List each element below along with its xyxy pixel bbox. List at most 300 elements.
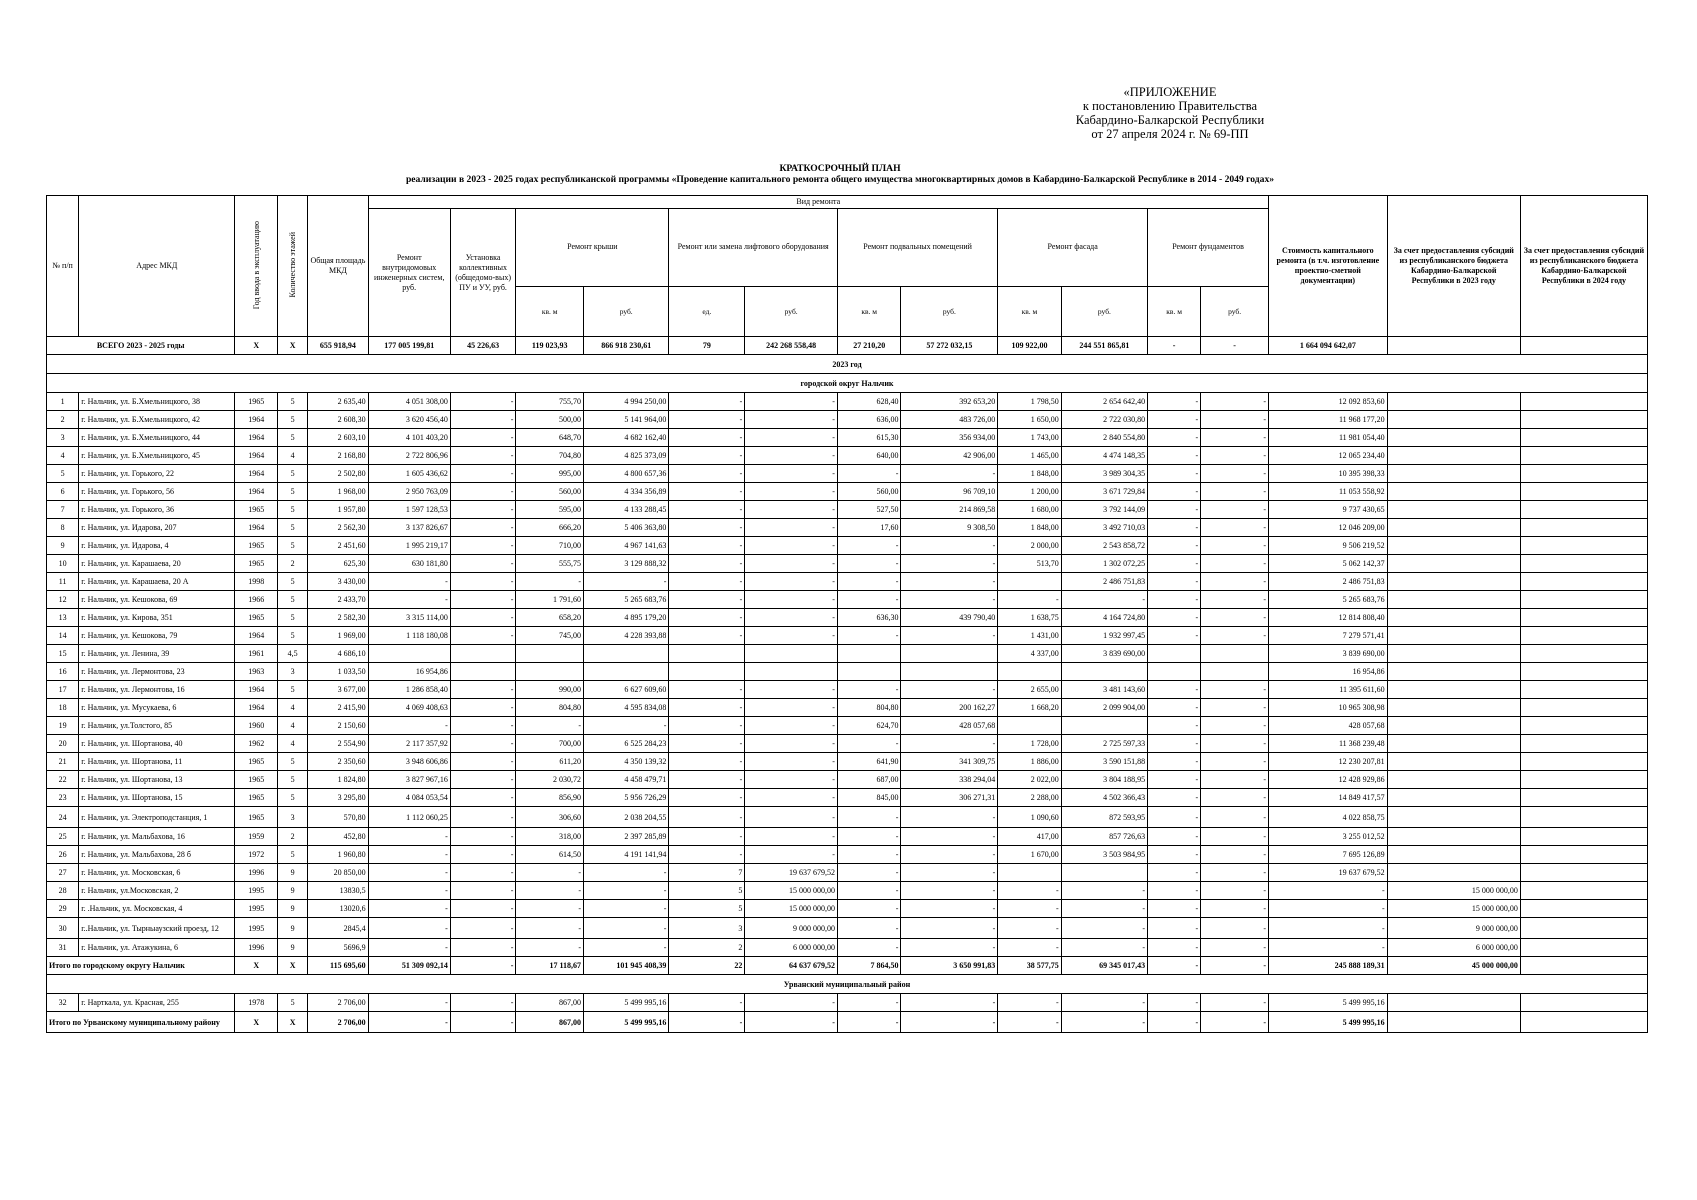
table-cell: - xyxy=(450,789,516,807)
table-cell: - xyxy=(745,789,838,807)
table-row xyxy=(47,411,1648,429)
table-cell: 4 xyxy=(278,447,308,465)
table-cell: г..Нальчик, ул. Тырныаузский проезд, 12 xyxy=(79,918,235,939)
table-cell: - xyxy=(450,501,516,519)
table-cell: - xyxy=(1148,807,1201,828)
table-cell: 867,00 xyxy=(516,994,584,1012)
table-cell: 4 337,00 xyxy=(998,645,1061,663)
table-cell: 2 722 030,80 xyxy=(1061,411,1147,429)
table-cell: - xyxy=(450,591,516,609)
table-cell: - xyxy=(450,900,516,918)
table-cell: 1 650,00 xyxy=(998,411,1061,429)
table-cell: 338 294,04 xyxy=(901,771,998,789)
table-cell: 5 xyxy=(278,627,308,645)
table-cell: 4 595 834,08 xyxy=(584,699,669,717)
table-cell: 2 543 858,72 xyxy=(1061,537,1147,555)
table-cell xyxy=(1520,789,1647,807)
table-cell: 2 635,40 xyxy=(308,393,368,411)
table-cell: 2 562,30 xyxy=(308,519,368,537)
table-cell: - xyxy=(368,882,450,900)
table-cell xyxy=(1387,663,1520,681)
table-cell: - xyxy=(368,591,450,609)
table-cell: - xyxy=(901,939,998,957)
table-cell: - xyxy=(1201,537,1269,555)
table-cell: - xyxy=(1148,846,1201,864)
table-cell: 439 790,40 xyxy=(901,609,998,627)
table-cell: 3 839 690,00 xyxy=(1061,645,1147,663)
table-cell: 2 451,60 xyxy=(308,537,368,555)
table-cell: г. Нальчик, ул. Б.Хмельницкого, 44 xyxy=(79,429,235,447)
table-cell: г. Нальчик, ул. Шортанова, 11 xyxy=(79,753,235,771)
table-cell: 11 368 239,48 xyxy=(1269,735,1388,753)
header-address: Адрес МКД xyxy=(79,196,235,337)
table-cell: 5 141 964,00 xyxy=(584,411,669,429)
table-cell: 755,70 xyxy=(516,393,584,411)
table-cell: 23 xyxy=(47,789,79,807)
table-cell: - xyxy=(1201,900,1269,918)
table-cell: - xyxy=(901,828,998,846)
table-cell: 5 xyxy=(278,994,308,1012)
table-cell: г. Нальчик, ул.Толстого, 85 xyxy=(79,717,235,735)
table-cell: - xyxy=(669,429,745,447)
total-cell xyxy=(1520,337,1647,355)
table-cell: - xyxy=(1201,828,1269,846)
table-cell: 1965 xyxy=(235,789,278,807)
table-cell: 7 695 126,89 xyxy=(1269,846,1388,864)
table-cell: 3 590 151,88 xyxy=(1061,753,1147,771)
table-cell: - xyxy=(837,864,900,882)
table-cell: 9 xyxy=(278,900,308,918)
table-cell xyxy=(1387,501,1520,519)
table-cell: 12 428 929,86 xyxy=(1269,771,1388,789)
table-cell: 1965 xyxy=(235,753,278,771)
table-cell: 2 xyxy=(47,411,79,429)
table-cell: 14 849 417,57 xyxy=(1269,789,1388,807)
table-cell xyxy=(1520,393,1647,411)
total-cell xyxy=(1520,957,1647,975)
table-cell: г. Нальчик, ул. Шортанова, 15 xyxy=(79,789,235,807)
table-cell: - xyxy=(1269,882,1388,900)
table-cell: - xyxy=(745,627,838,645)
total-cell: 45 000 000,00 xyxy=(1387,957,1520,975)
table-cell: 1964 xyxy=(235,447,278,465)
table-cell: - xyxy=(450,393,516,411)
table-cell: 4 xyxy=(47,447,79,465)
table-cell: 628,40 xyxy=(837,393,900,411)
table-cell: - xyxy=(1148,483,1201,501)
table-cell: 2 xyxy=(669,939,745,957)
table-cell: 20 850,00 xyxy=(308,864,368,882)
table-cell: - xyxy=(1148,717,1201,735)
table-cell: - xyxy=(745,537,838,555)
total-label: Итого по городскому округу Нальчик xyxy=(47,957,235,975)
table-cell: 5 xyxy=(278,591,308,609)
table-cell: 4 895 179,20 xyxy=(584,609,669,627)
table-cell: - xyxy=(1148,411,1201,429)
table-cell: - xyxy=(998,994,1061,1012)
total-row xyxy=(47,337,1648,355)
table-cell: - xyxy=(669,609,745,627)
table-cell: 306 271,31 xyxy=(901,789,998,807)
table-cell xyxy=(1520,555,1647,573)
total-label: Итого по Урванскому муниципальному району xyxy=(47,1012,235,1033)
table-cell: 1 848,00 xyxy=(998,465,1061,483)
table-cell: 1978 xyxy=(235,994,278,1012)
table-cell: 214 869,58 xyxy=(901,501,998,519)
table-cell: 3 948 606,86 xyxy=(368,753,450,771)
table-cell: г. .Нальчик, ул. Московская, 4 xyxy=(79,900,235,918)
table-cell xyxy=(998,663,1061,681)
table-cell: 4 458 479,71 xyxy=(584,771,669,789)
table-cell: 7 279 571,41 xyxy=(1269,627,1388,645)
table-cell: 6 000 000,00 xyxy=(745,939,838,957)
table-cell: - xyxy=(837,994,900,1012)
header-engineering: Ремонт внутридомовых инженерных систем, руб. xyxy=(368,209,450,337)
appendix-line-3: Кабардино-Балкарской Республики xyxy=(1075,113,1265,127)
table-cell: - xyxy=(669,681,745,699)
table-cell: 641,90 xyxy=(837,753,900,771)
table-cell: - xyxy=(1148,501,1201,519)
table-cell: - xyxy=(669,846,745,864)
table-row xyxy=(47,753,1648,771)
table-cell: 4 994 250,00 xyxy=(584,393,669,411)
table-cell: 1965 xyxy=(235,807,278,828)
table-cell: 5 xyxy=(278,573,308,591)
table-cell xyxy=(1520,864,1647,882)
table-cell: 5 xyxy=(47,465,79,483)
table-cell: 2 168,80 xyxy=(308,447,368,465)
table-cell: - xyxy=(745,573,838,591)
table-cell: 3 792 144,09 xyxy=(1061,501,1147,519)
table-row xyxy=(47,519,1648,537)
table-cell: - xyxy=(584,717,669,735)
table-cell: 22 xyxy=(47,771,79,789)
table-row xyxy=(47,918,1648,939)
table-cell: 856,90 xyxy=(516,789,584,807)
table-cell: 1995 xyxy=(235,882,278,900)
table-cell: 9 737 430,65 xyxy=(1269,501,1388,519)
table-cell: 2 022,00 xyxy=(998,771,1061,789)
table-cell: - xyxy=(516,717,584,735)
table-cell xyxy=(584,663,669,681)
table-cell xyxy=(1520,501,1647,519)
table-cell xyxy=(1387,555,1520,573)
table-cell: - xyxy=(901,846,998,864)
table-cell: - xyxy=(1201,519,1269,537)
table-row xyxy=(47,501,1648,519)
table-cell: 15 000 000,00 xyxy=(1387,900,1520,918)
table-cell xyxy=(837,645,900,663)
table-cell xyxy=(1387,411,1520,429)
table-cell: - xyxy=(1201,939,1269,957)
repair-plan-table xyxy=(46,195,1648,1033)
table-cell: 15 000 000,00 xyxy=(745,900,838,918)
table-row xyxy=(47,807,1648,828)
table-cell: - xyxy=(1148,699,1201,717)
header-subsidy-2023: За счет предоставления субсидий из республиканского бюджета Кабардино-Балкарской Республики в 2023 году xyxy=(1387,196,1520,337)
appendix-block xyxy=(1040,85,1300,141)
table-cell: 42 906,00 xyxy=(901,447,998,465)
table-cell: 4 022 858,75 xyxy=(1269,807,1388,828)
table-cell: - xyxy=(745,411,838,429)
table-cell xyxy=(1387,699,1520,717)
plan-title-line-1: КРАТКОСРОЧНЫЙ ПЛАН xyxy=(779,163,901,174)
table-cell: 857 726,63 xyxy=(1061,828,1147,846)
table-cell: 1965 xyxy=(235,609,278,627)
total-cell: X xyxy=(235,1012,278,1033)
header-floors xyxy=(278,196,308,337)
table-cell: 428 057,68 xyxy=(1269,717,1388,735)
table-cell: 15 000 000,00 xyxy=(1387,882,1520,900)
table-cell: - xyxy=(901,573,998,591)
table-row xyxy=(47,447,1648,465)
table-cell: 5 xyxy=(278,609,308,627)
table-cell: 513,70 xyxy=(998,555,1061,573)
table-cell: - xyxy=(669,771,745,789)
table-cell: - xyxy=(837,918,900,939)
table-cell: 995,00 xyxy=(516,465,584,483)
table-cell xyxy=(1387,573,1520,591)
table-cell: - xyxy=(516,573,584,591)
table-cell: 2 654 642,40 xyxy=(1061,393,1147,411)
table-cell xyxy=(1387,645,1520,663)
total-cell: 109 922,00 xyxy=(998,337,1061,355)
table-cell: - xyxy=(516,939,584,957)
table-cell: - xyxy=(837,900,900,918)
table-cell: - xyxy=(745,591,838,609)
total-row xyxy=(47,1012,1648,1033)
table-cell: 1965 xyxy=(235,771,278,789)
table-cell: 1 431,00 xyxy=(998,627,1061,645)
table-cell: - xyxy=(1201,501,1269,519)
table-cell: - xyxy=(669,807,745,828)
section-row xyxy=(47,355,1648,374)
table-cell: г. Нальчик, ул. Б.Хмельницкого, 42 xyxy=(79,411,235,429)
total-cell: - xyxy=(1061,1012,1147,1033)
table-cell: 4 686,10 xyxy=(308,645,368,663)
table-row xyxy=(47,846,1648,864)
table-cell xyxy=(1387,483,1520,501)
table-row xyxy=(47,573,1648,591)
table-cell: 318,00 xyxy=(516,828,584,846)
table-cell: 4 084 053,54 xyxy=(368,789,450,807)
table-cell: 12 046 209,00 xyxy=(1269,519,1388,537)
table-cell: - xyxy=(450,699,516,717)
table-cell: 9 308,50 xyxy=(901,519,998,537)
table-cell: г. Нальчик, ул. Горького, 56 xyxy=(79,483,235,501)
table-cell: 3 677,00 xyxy=(308,681,368,699)
table-row xyxy=(47,900,1648,918)
table-cell xyxy=(1387,681,1520,699)
table-cell: - xyxy=(998,882,1061,900)
table-cell: 9 000 000,00 xyxy=(745,918,838,939)
header-area: Общая площадь МКД xyxy=(308,196,368,337)
table-cell: 3 xyxy=(278,807,308,828)
appendix-line-4: от 27 апреля 2024 г. № 69-ПП xyxy=(1091,127,1249,141)
table-cell: 3 827 967,16 xyxy=(368,771,450,789)
total-cell: 57 272 032,15 xyxy=(901,337,998,355)
table-row xyxy=(47,864,1648,882)
header-facade: Ремонт фасада xyxy=(998,209,1148,287)
table-cell xyxy=(1387,994,1520,1012)
table-cell: г. Нальчик, ул. Идарова, 207 xyxy=(79,519,235,537)
table-cell: 3 671 729,84 xyxy=(1061,483,1147,501)
table-cell xyxy=(1061,864,1147,882)
table-cell: 1962 xyxy=(235,735,278,753)
table-cell: 11 395 611,60 xyxy=(1269,681,1388,699)
table-cell: - xyxy=(1148,753,1201,771)
table-cell: - xyxy=(745,828,838,846)
table-cell: 625,30 xyxy=(308,555,368,573)
table-cell: 4 069 408,63 xyxy=(368,699,450,717)
table-cell: - xyxy=(1148,900,1201,918)
table-cell: - xyxy=(1148,735,1201,753)
total-cell: - xyxy=(837,1012,900,1033)
table-cell xyxy=(901,663,998,681)
table-cell xyxy=(1520,807,1647,828)
total-cell: 177 005 199,81 xyxy=(368,337,450,355)
table-cell: - xyxy=(1148,447,1201,465)
table-cell: 28 xyxy=(47,882,79,900)
table-cell: 1 605 436,62 xyxy=(368,465,450,483)
table-cell: 6 xyxy=(47,483,79,501)
table-cell: 31 xyxy=(47,939,79,957)
table-cell: - xyxy=(837,591,900,609)
table-cell: г. Нальчик, ул. Горького, 22 xyxy=(79,465,235,483)
table-cell: 1 932 997,45 xyxy=(1061,627,1147,645)
table-cell: 26 xyxy=(47,846,79,864)
table-cell: - xyxy=(1201,994,1269,1012)
table-cell: г. Нарткала, ул. Красная, 255 xyxy=(79,994,235,1012)
table-cell: - xyxy=(669,411,745,429)
table-cell: 5 xyxy=(278,771,308,789)
table-cell: 18 xyxy=(47,699,79,717)
header-total-cost: Стоимость капитального ремонта (в т.ч. изготовление проектно-сметной документации) xyxy=(1269,196,1388,337)
total-cell: 45 226,63 xyxy=(450,337,516,355)
table-cell: 5 xyxy=(278,753,308,771)
total-row xyxy=(47,957,1648,975)
table-cell: 2 117 357,92 xyxy=(368,735,450,753)
unit-cell: руб. xyxy=(1061,286,1147,336)
table-cell: - xyxy=(584,864,669,882)
table-cell: - xyxy=(1201,735,1269,753)
table-cell: 595,00 xyxy=(516,501,584,519)
table-cell xyxy=(745,663,838,681)
table-cell: 5 265 683,76 xyxy=(1269,591,1388,609)
total-cell: 2 706,00 xyxy=(308,1012,368,1033)
table-cell: 3 839 690,00 xyxy=(1269,645,1388,663)
table-cell: - xyxy=(837,537,900,555)
table-cell: - xyxy=(1201,882,1269,900)
table-cell: - xyxy=(450,447,516,465)
table-cell xyxy=(584,645,669,663)
table-cell xyxy=(998,573,1061,591)
table-cell: 555,75 xyxy=(516,555,584,573)
table-cell: - xyxy=(368,994,450,1012)
header-year-text: Год ввода в эксплуатацию xyxy=(251,220,261,310)
table-cell: 4 101 403,20 xyxy=(368,429,450,447)
table-cell: - xyxy=(1201,753,1269,771)
table-cell: 1 597 128,53 xyxy=(368,501,450,519)
table-cell: 2 950 763,09 xyxy=(368,483,450,501)
table-cell: 2 502,80 xyxy=(308,465,368,483)
table-cell: 1 728,00 xyxy=(998,735,1061,753)
table-cell xyxy=(1520,699,1647,717)
table-cell: - xyxy=(516,882,584,900)
table-cell: 9 000 000,00 xyxy=(1387,918,1520,939)
total-cell: 5 499 995,16 xyxy=(1269,1012,1388,1033)
table-cell: - xyxy=(1201,483,1269,501)
table-cell: 687,00 xyxy=(837,771,900,789)
header-repair-kind: Вид ремонта xyxy=(368,196,1268,209)
table-cell: 872 593,95 xyxy=(1061,807,1147,828)
table-cell: - xyxy=(901,882,998,900)
header-subsidy-2024: За счет предоставления субсидий из республиканского бюджета Кабардино-Балкарской Республики в 2024 году xyxy=(1520,196,1647,337)
table-cell: - xyxy=(1061,994,1147,1012)
table-cell: 4 051 308,00 xyxy=(368,393,450,411)
table-cell: 1964 xyxy=(235,483,278,501)
header-floors-text: Количество этажей xyxy=(288,232,298,298)
table-cell: - xyxy=(1201,447,1269,465)
table-cell: - xyxy=(450,882,516,900)
table-cell: - xyxy=(901,465,998,483)
table-cell: 3 xyxy=(669,918,745,939)
table-cell: 5 xyxy=(278,465,308,483)
table-cell: 666,20 xyxy=(516,519,584,537)
total-cell: 22 xyxy=(669,957,745,975)
table-cell: - xyxy=(450,771,516,789)
table-cell: - xyxy=(450,735,516,753)
table-cell: 20 xyxy=(47,735,79,753)
table-cell: - xyxy=(1201,918,1269,939)
table-cell: - xyxy=(745,717,838,735)
table-cell: - xyxy=(669,627,745,645)
table-cell: - xyxy=(901,555,998,573)
table-cell: 12 230 207,81 xyxy=(1269,753,1388,771)
table-cell: - xyxy=(1148,573,1201,591)
table-cell: - xyxy=(837,735,900,753)
table-cell: 32 xyxy=(47,994,79,1012)
table-cell: - xyxy=(584,918,669,939)
table-cell: 16 xyxy=(47,663,79,681)
table-cell: 1 968,00 xyxy=(308,483,368,501)
table-cell: 13830,5 xyxy=(308,882,368,900)
table-cell: 2 288,00 xyxy=(998,789,1061,807)
table-cell: 12 092 853,60 xyxy=(1269,393,1388,411)
table-cell: 1964 xyxy=(235,519,278,537)
table-cell: 4 334 356,89 xyxy=(584,483,669,501)
table-cell: 3 989 304,35 xyxy=(1061,465,1147,483)
table-cell: - xyxy=(745,555,838,573)
table-cell: 96 709,10 xyxy=(901,483,998,501)
table-cell: 6 000 000,00 xyxy=(1387,939,1520,957)
table-row xyxy=(47,429,1648,447)
table-cell: 1964 xyxy=(235,429,278,447)
table-cell: 5 062 142,37 xyxy=(1269,555,1388,573)
table-cell: 560,00 xyxy=(837,483,900,501)
table-cell xyxy=(1201,663,1269,681)
table-cell xyxy=(1387,735,1520,753)
table-cell xyxy=(1387,393,1520,411)
table-row xyxy=(47,627,1648,645)
table-row xyxy=(47,789,1648,807)
table-cell: 1965 xyxy=(235,537,278,555)
table-cell: 5 956 726,29 xyxy=(584,789,669,807)
table-cell: г. Нальчик, ул. Лермонтова, 23 xyxy=(79,663,235,681)
table-cell: 2 603,10 xyxy=(308,429,368,447)
table-cell: - xyxy=(368,918,450,939)
table-cell: 2 030,72 xyxy=(516,771,584,789)
